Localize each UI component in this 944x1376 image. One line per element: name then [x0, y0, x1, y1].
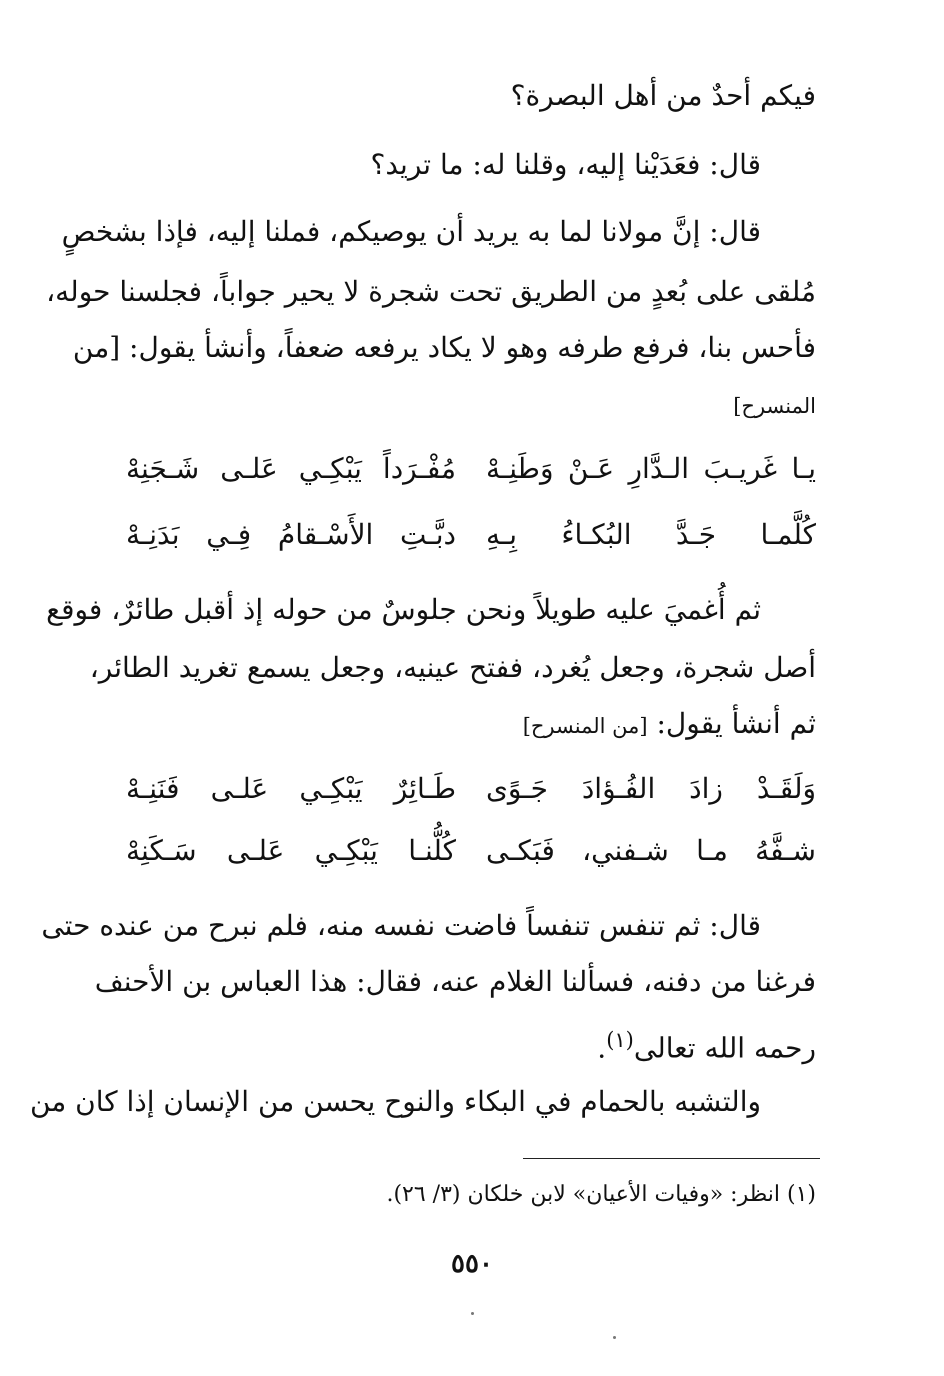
footnote-text: (١) انظر: «وفيات الأعيان» لابن خلكان (٣/ ٢٦).: [386, 1182, 816, 1207]
text-line-11-end: .: [597, 1031, 607, 1065]
poem2-verse-2-sadr: شـفَّهُ مـا شـفني، فَبَكـى: [486, 834, 816, 867]
poem1-verse-2-sadr: كُلَّمـا جَـدَّ البُكـاءُ بِـهِ: [486, 518, 816, 551]
poem2-verse-1-ajuz: طَـائِرٌ يَبْكِـي عَلـى فَنَنِـهْ: [126, 772, 456, 805]
poem2-verse-2: [126, 828, 816, 874]
text-line-4: مُلقى على بُعدٍ من الطريق تحت شجرة لا يحير جواباً، فجلسنا حوله،: [46, 275, 816, 308]
poem1-verse-2: [126, 512, 816, 558]
text-line-11: [126, 1018, 816, 1070]
scan-speck: [613, 1336, 616, 1339]
text-line-5: فأحس بنا، فرفع طرفه وهو لا يكاد يرفعه ضعفاً، وأنشأ يقول: [من: [72, 331, 816, 364]
text-line-2: قال: فعَدَيْنا إليه، وقلنا له: ما تريد؟: [370, 148, 761, 181]
poem2-verse-1: [126, 766, 816, 812]
text-line-12: والتشبه بالحمام في البكاء والنوح يحسن من الإنسان إذا كان من: [29, 1085, 761, 1118]
poem2-verse-1-sadr: وَلَقَـدْ زادَ الفُـؤادَ جَـوًى: [486, 772, 816, 805]
footnote-divider: [523, 1158, 820, 1159]
text-line-1: فيكم أحدٌ من أهل البصرة؟: [510, 79, 816, 112]
text-line-3: قال: إنَّ مولانا لما به يريد أن يوصيكم، فملنا إليه، فإذا بشخصٍ: [61, 215, 761, 248]
text-line-10: فرغنا من دفنه، فسألنا الغلام عنه، فقال: هذا العباس بن الأحنف: [94, 965, 816, 998]
page-number: ٥٥٠: [451, 1249, 493, 1279]
text-line-6: ثم أُغميَ عليه طويلاً ونحن جلوسٌ من حوله إذ أقبل طائرٌ، فوقع: [46, 593, 761, 626]
meter-label-2: [من المنسرح]: [522, 714, 648, 738]
verse-intro: ثم أنشأ يقول:: [656, 707, 816, 740]
poem1-verse-1: [126, 446, 816, 492]
text-line-9: قال: ثم تنفس تنفساً فاضت نفسه منه، فلم نبرح من عنده حتى: [41, 909, 761, 942]
poem1-verse-1-sadr: يـا غَريـبَ الـدَّارِ عَـنْ وَطَنِـهْ: [486, 452, 816, 485]
poem2-verse-2-ajuz: كُلُّنـا يَبْكِـي عَلـى سَـكَنِهْ: [126, 834, 456, 867]
poem1-verse-1-ajuz: مُفْـرَداً يَبْكِـي عَلـى شَـجَنِهْ: [126, 452, 456, 485]
footnote-reference: (١): [606, 1028, 634, 1052]
poem1-verse-2-ajuz: دبَّـتِ الأَسْـقامُ فِـي بَدَنِـهْ: [126, 518, 456, 551]
scan-speck: [471, 1312, 474, 1315]
meter-label-1: المنسرح]: [733, 394, 816, 418]
text-line-8: [126, 702, 816, 748]
text-line-11-body: رحمه الله تعالى: [633, 1031, 816, 1065]
text-line-7: أصل شجرة، وجعل يُغرد، ففتح عينيه، وجعل يسمع تغريد الطائر،: [89, 651, 816, 684]
